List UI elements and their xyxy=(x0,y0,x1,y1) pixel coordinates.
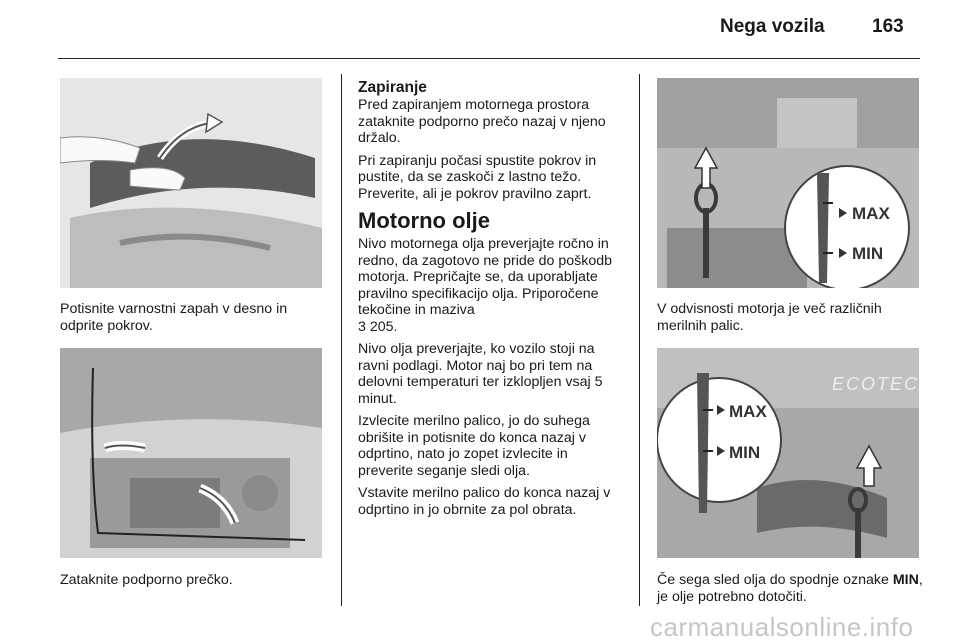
section-heading-engine-oil: Motorno olje xyxy=(358,208,490,233)
oil-paragraph-3: Izvlecite merilno palico, jo do suhega obrišite in potisnite do konca nazaj v odprtino, nato jo zopet izvlecite in preverite seganje sledi olja. xyxy=(358,413,590,479)
page-number: 163 xyxy=(872,16,904,37)
watermark: carmanualsonline.info xyxy=(650,612,914,642)
caption-dipstick-types: V odvisnosti motorja je več različnih merilnih palic. xyxy=(657,301,882,334)
oil-paragraph-1 xyxy=(358,236,626,335)
closing-paragraph-2: Pri zapiranju počasi spustite pokrov in pustite, da se zaskoči z lastno težo. Preverite, ali je pokrov pravilno zaprt. xyxy=(358,152,597,202)
caption-hood-latch: Potisnite varnostni zapah v desno in odprite pokrov. xyxy=(60,301,288,334)
caption-min-text-post: , je olje potrebno dotočiti. xyxy=(657,572,923,605)
column-divider-2 xyxy=(639,74,640,606)
page-reference-link[interactable]: 3 205. xyxy=(358,318,398,335)
hood-opening-illustration xyxy=(60,78,322,288)
oil-paragraph-1-text: Nivo motornega olja preverjajte ročno in redno, da zagotovo ne pride do poškodb motorja. Prepričajte se, da uporabljate pravilno specifikacijo olja. Priporočene tekočine in maziva xyxy=(358,236,612,318)
oil-paragraph-4: Vstavite merilno palico do konca nazaj v odprtino in jo obrnite za pol obrata. xyxy=(358,485,611,518)
header-rule xyxy=(58,58,920,59)
oil-paragraph-2: Nivo olja preverjajte, ko vozilo stoji na ravni podlagi. Motor naj bo pri tem na delovni temperaturi ter izklopljen vsaj 5 minut. xyxy=(358,341,603,407)
dipstick-illustration-2 xyxy=(657,348,919,558)
min-emphasis: MIN xyxy=(892,572,919,588)
max-mark-label: MAX xyxy=(852,204,890,223)
closing-paragraph-1: Pred zapiranjem motornega prostora zataknite podporno prečo nazaj v njeno držalo. xyxy=(358,97,606,146)
hood-support-illustration xyxy=(60,348,322,558)
min-mark-label-2: MIN xyxy=(729,443,761,462)
column-divider-1 xyxy=(341,74,342,606)
page-header-title: Nega vozila xyxy=(720,16,825,37)
caption-min-text-pre: Če sega sled olja do spodnje oznake xyxy=(657,572,889,588)
max-mark-label-2: MAX xyxy=(729,402,767,421)
min-mark-label: MIN xyxy=(852,244,884,263)
dipstick-illustration-1 xyxy=(657,78,919,288)
main-text-column xyxy=(358,79,626,524)
caption-support-rod: Zataknite podporno prečko. xyxy=(60,572,233,588)
section-heading-closing: Zapiranje xyxy=(358,79,427,96)
caption-min-refill xyxy=(657,572,925,605)
engine-cover-label: ECOTEC xyxy=(832,374,919,394)
